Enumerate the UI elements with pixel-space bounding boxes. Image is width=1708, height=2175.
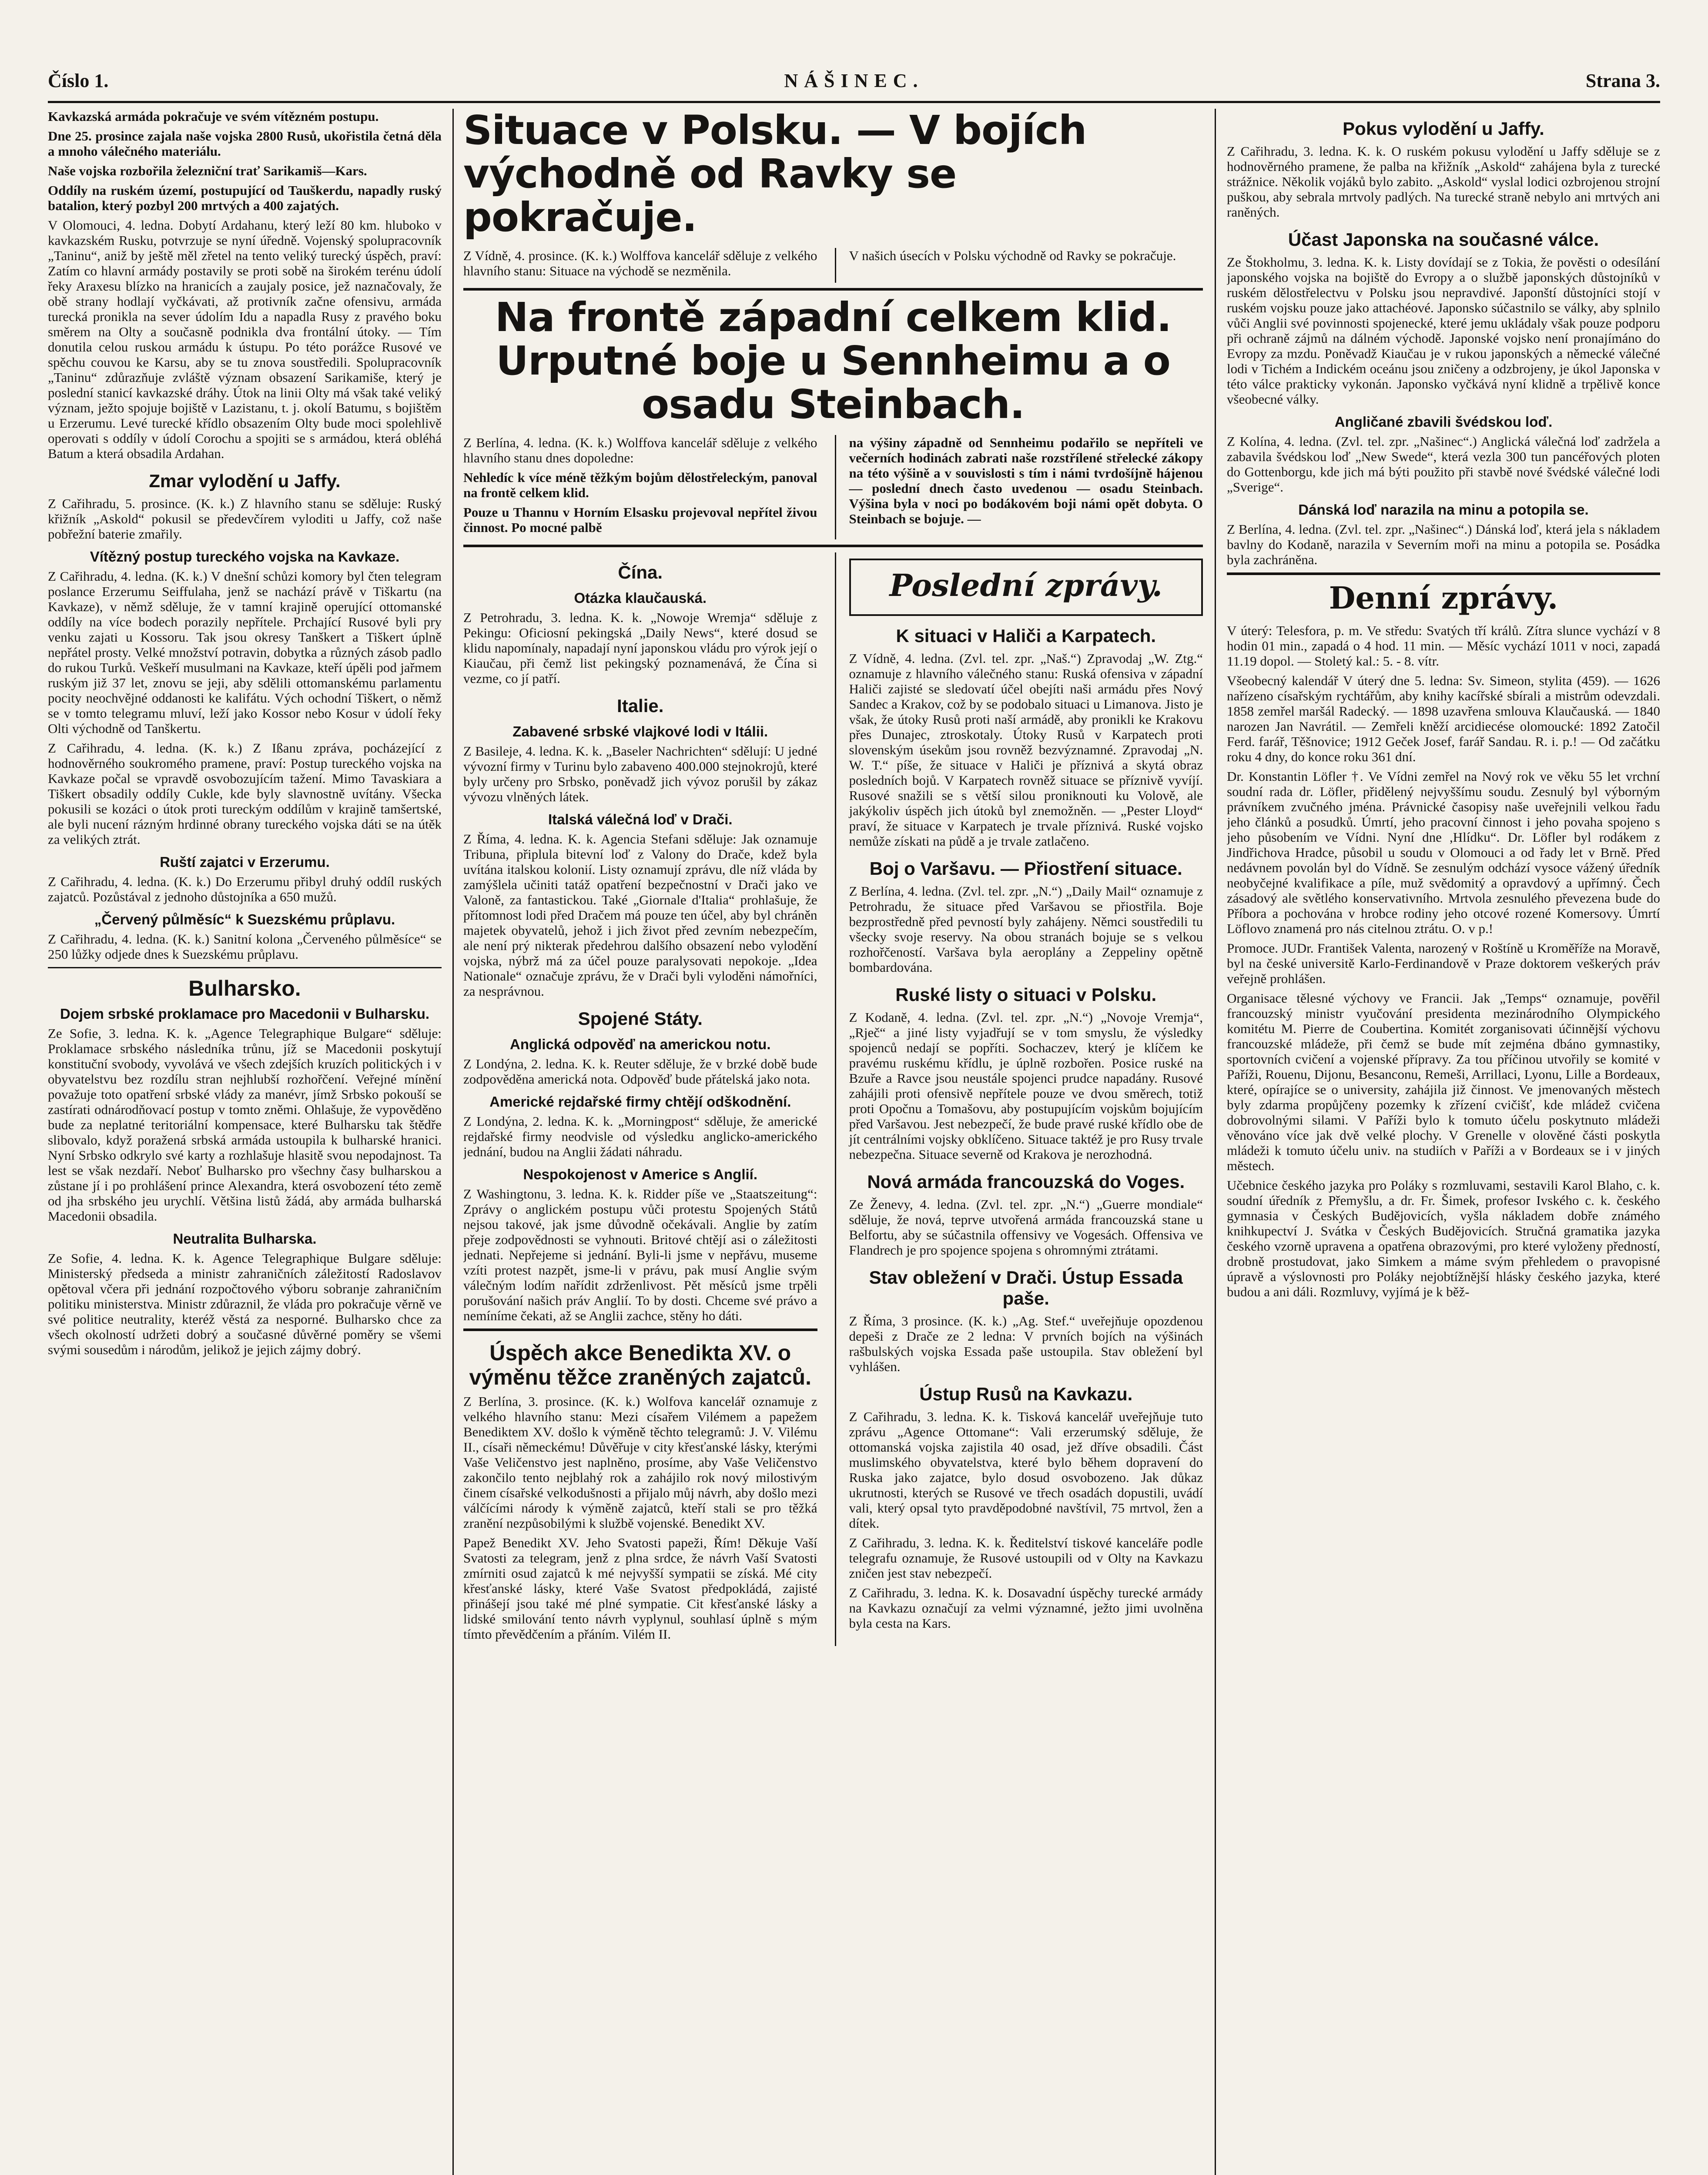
- jaffa-p1: Z Cařihradu, 5. prosince. (K. k.) Z hlavního stanu se sděluje: Ruský křižník „Askold“ pokusil se předevčírem vyloditi u Jaffy, což naše pobřežní baterie zmařily.: [48, 496, 442, 542]
- benedikt-headline: Úspěch akce Benedikta XV. o výměnu těžce zraněných zajatců.: [469, 1341, 811, 1389]
- denni-p1: Všeobecný kalendář V úterý dne 5. ledna: Sv. Simeon, stylita (459). — 1626 nařízeno císařským rychtářům, aby knihy kacířské sbírali a mistrům odevzdali. 1858 zemřel maršál Radecký. — 1898 uzavřena smlouva Klaučauská. — 1840 narozen Jan Navrátil. — Zemřeli kněží arcidiecése olomoucké: 1892 Zatočil Ferd. farář, Těšnovice; 1912 Geček Josef, farář Sandau. R. i. p.! — Od začátku roku 4 dny, do konce roku 361 dní.: [1227, 673, 1660, 764]
- denni-kalendar: V úterý: Telesfora, p. m. Ve středu: Svatých tří králů. Zítra slunce vychází v 8 hodin 01 min., zapadá o 4 hod. 11 min. — Měsíc vychází 1011 v noci, zapadá 11.19 dopol. — Stoletý kal.: 5. - 8. vítr.: [1227, 623, 1660, 669]
- denni-lofler: Dr. Konstantin Löfler †. Ve Vídni zemřel na Nový rok ve věku 55 let vrchní soudní rada dr. Löfler, přidělený nejvyššímu soudu. Zesnulý byl výborným právníkem zvučného jména. Právnické časopisy naše uveřejnili velkou řadu jeho článků a posudků. Úmrtí, jeho pracovní činnost i jeho povaha spojeno s jeho působením ve Vídni. Nyní dne ,Hlídku“. Dr. Löfler byl rodákem z Jindřichova Hradce, působil u soudu v Olomouci a od řady let v Brně. Před nedávnem povolán byl do Vídně. Se zesnulým odchází vysoce vážený úředník neobyčejné kvalifikace a píle, muž svědomitý a opravdový a upřímný. Čech zásadový ale světlého konservativního. Mrtvola zesnulého převezena bude do Příbora a pochována v hrobce rodiny jeho otcové rozené Komersovy. Úmrtí Löflovo znamená pro nás citelnou ztrátu. O. v p.!: [1227, 769, 1660, 936]
- bulharsko-title2: Neutralita Bulharska.: [173, 1231, 317, 1247]
- listy-p: Z Kodaně, 4. ledna. (Zvl. tel. zpr. „N.“) „Novoje Vremja“, „Rječ“ a jiné listy vyjadřují se v tom smyslu, že výsledky spojenců nedají se popříti. Sochaczev, který je klíčem ke pravému ruskému křídlu, je úplně rozbořen. Posice ruské na Bzuře a Ravce jsou neustále spojenci prudce napadány. Rusové zahájili proti ofensivě nepřítele pouze ve dvou směrech, totiž proti Opočnu a Tomašovu, aby postupujícím vojskům bojujícím před Varšavou. Jest nebezpečí, že bude pravé ruské křídlo obe de jít centrálními vojsky obklíčeno. Situace taktéž je pro Rusy trvale nebezpečna. Situace severně od Krakova je nerozhodná.: [849, 1010, 1203, 1162]
- masthead-rule: [48, 101, 1660, 103]
- svedsko-p1: Z Kolína, 4. ledna. (Zvl. tel. zpr. „Našinec“.) Anglická válečná loď zadržela a zabavila švédskou loď „New Swede“, která vezla 300 tun pancéřových ploten do Gottenborgu, kde jich má býti použito při stavbě nové švédské válečné lodi „Sverige“.: [1227, 434, 1660, 495]
- vitezny-p2: Z Cařihradu, 4. ledna. (K. k.) Z Ißanu zpráva, pocházející z hodnověrného soukromého pramene, praví: Postup tureckého vojska na Kavkaze počal se vpravdě osvobozujícím tažení. Mimo Tavaskiara a Tiškert obsadily oddíly Cukle, kde byly slavnostně uvítány. Všecka pokusili se kozáci o útok proti tureckým oddílům v krajině tamšertské, ale byli nucení rázným hrdinné obrany tureckého vojska dáti se na útěk za velikých ztrát.: [48, 740, 442, 847]
- zajatci-title: Ruští zajatci v Erzerumu.: [160, 854, 330, 870]
- staty-title2: Americké rejdařské firmy chtějí odškodnění.: [489, 1094, 791, 1110]
- denni-title: Denní zprávy.: [1329, 580, 1558, 616]
- page-number: Strana 3.: [1585, 70, 1660, 91]
- halic-title: K situaci v Haliči a Karpatech.: [896, 626, 1156, 646]
- bulharsko-heading: Bulharsko.: [188, 976, 301, 1000]
- italie-title2: Italská válečná loď v Drači.: [548, 811, 733, 827]
- section-rule: [463, 545, 1203, 547]
- pulmesic-p1: Z Cařihradu, 4. ledna. (K. k.) Sanitní kolona „Červeného půlměsíce“ se 250 lůžky odjede dnes k Suezskému průplavu.: [48, 931, 442, 962]
- kavkaz-p3: Oddíly na ruském území, postupující od Tauškerdu, napadly ruský batalion, který pozbyl 200 mrtvých a 400 zajatých.: [48, 183, 442, 213]
- kars-p: Z Cařihradu, 3. ledna. K. k. Dosavadní úspěchy turecké armády na Kavkazu označují za velmi významné, ježto jimi uvolněna byla cesta na Kars.: [849, 1585, 1203, 1631]
- jaffa-title: Zmar vylodění u Jaffy.: [149, 471, 341, 491]
- polsko-headline: Situace v Polsku. — V bojích východně od Ravky se pokračuje.: [463, 109, 1087, 241]
- japonsko-p1: Ze Štokholmu, 3. ledna. K. k. Listy dovídají se z Tokia, že pověsti o odesílání japonského vojska na bojiště do Evropy a o službě japonských důstojníků v ruském dělostřelectvu v Polsku jsou nepravdivé. Japonští důstojníci stojí v ruském vojsku pouze jako attachéové. Japonsko súčastnilo se války, aby splnilo vůči Anglii své povinnosti spojenecké, které jemu ukládaly však pouze podporu při ochraně zájmů na dálném východě. Japonské vojsko není pronajímáno do Evropy za mzdu. Poněvadž Kiaučau je v rukou japonských a německé válečné lodi v Tichém a Indickém oceánu jsou zničeny a odzbrojeny, je úkol Japonska v této válce prakticky vykonán. Japonsko vyčkává nyní klidně a trpělivě konce všeobecné války.: [1227, 254, 1660, 407]
- drac-title: Stav obležení v Drači. Ústup Essada paše.: [869, 1267, 1183, 1308]
- vitezny-p1: Z Cařihradu, 4. ledna. (K. k.) V dnešní schůzi komory byl čten telegram poslance Erzerumu Seiffulaha, jenž se nachází právě v Tiškartu (na Kavkaze), v němž sděluje, že v tamní krajině operující ottomanské oddíly na více bodech porazily nepřítele. Prchající Rusové byli pry venku zajati u Kossoru. Tak jsou okresy Tanškert a Tiškert úplně nepřátel prosty. Velké množství potravin, dobytka a různých zásob padlo do rukou Turků. Veškeří musulmani na Kavkaze, kteří úpěli pod jařmem ruským již 37 let, znovu se jeji, aby sdělili ottomanskému parlamentu pocity neochvějné oddanosti ke kalifátu. Vých ochodní Tiškert, o němž se v tomto telegramu mluví, leží jako Kossor nebo Kosur v údolí řeky Olti východně od Tanškertu.: [48, 569, 442, 736]
- polsko-left: Z Vídně, 4. prosince. (K. k.) Wolffova kancelář sděluje z velkého hlavního stanu: Situace na východě se nezměnila.: [463, 248, 817, 278]
- italie-heading: Italie.: [617, 696, 664, 716]
- vogesy-title: Nová armáda francouzská do Voges.: [867, 1171, 1185, 1192]
- polsko-right: V našich úsecích v Polsku východně od Ravky se pokračuje.: [849, 248, 1176, 263]
- italie-title: Zabavené srbské vlajkové lodi v Itálii.: [512, 723, 768, 740]
- italie-p2: Z Říma, 4. ledna. K. k. Agencia Stefani sděluje: Jak oznamuje Tribuna, připlula bitevní loď z Valony do Drače, kdež byla uvítána italskou kolonií. Listy oznamují zprávu, dle níž vláda by zamýšlela učiniti tatáž opatření bezpečnostní v Drači jako ve Valoně, za fantastickou. Také „Giornale d'Italia“ prohlašuje, že přítomnost lodi před Dračem má pouze ten účel, aby byl chráněn majetek obyvatelů, jehož i jich život před zevním nebezpečím, ale není prý nikterak předehrou dalšího obsazení nebo vylodění vojska, nýbrž má za účel pouze paralysovati nepokoje. „Idea Nationale“ označuje zprávu, že v Drači byli vyloděni námořníci, za nesprávnou.: [463, 831, 817, 999]
- pulmesic-title: „Červený půlměsíc“ k Suezskému průplavu.: [94, 911, 395, 927]
- zapad-left3: Pouze u Thannu v Horním Elsasku projevoval nepřítel živou činnost. Po mocné palbě: [463, 505, 817, 535]
- drac-p: Z Říma, 3 prosince. (K. k.) „Ag. Stef.“ uveřejňuje opozdenou depeši z Drače ze 2 ledna: V prvních bojích na výšinách rašbulských vojska Essada paše ustoupila. Stav obležení byl vyhlášen.: [849, 1313, 1203, 1374]
- italie-p1: Z Basileje, 4. ledna. K. k. „Baseler Nachrichten“ sdělují: U jedné vývozní firmy v Turinu bylo zabaveno 400.000 stejnokrojů, které byly určeny pro Srbsko, poněvadž jich vývoz porušil by zákaz vývozu vlněných látek.: [463, 743, 817, 804]
- kavkaz-ustup-p: Z Cařihradu, 3. ledna. K. k. Tisková kancelář uveřejňuje tuto zprávu „Agence Ottomane“: Vali erzerumský sděluje, že ottomanská vojska zajistila 40 osad, jež dříve obsadili. Část muslimského obyvatelstva, které bylo během dopravení do Ruska jako zajatce, bylo dosud osvobozeno. Jak důkaz ukrutnosti, kterých se Rusové ve třech osadách dopustili, uvádí vali, který opsal tyto pravděpodobné navštívil, 75 mrtvol, žen a dítek.: [849, 1409, 1203, 1531]
- staty-p1: Z Londýna, 2. ledna. K. k. Reuter sděluje, že v brzké době bude zodpověděna americká nota. Odpověď bude přátelská jako nota.: [463, 1056, 817, 1087]
- zapad-headline: Na frontě západní celkem klid. Urputné boje u Sennheimu a o osadu Steinbach.: [495, 294, 1172, 428]
- zajatci-p1: Z Cařihradu, 4. ledna. (K. k.) Do Erzerumu přibyl druhý oddíl ruských zajatců. Pozůstával z jednoho důstojníka a 650 mužů.: [48, 874, 442, 904]
- zapad-left1: Z Berlína, 4. ledna. (K. k.) Wolffova kancelář sděluje z velkého hlavního stanu dnes dopoledne:: [463, 435, 817, 465]
- vitezny-title: Vítězný postup tureckého vojska na Kavkaze.: [90, 549, 400, 565]
- benedikt-p2: Papež Benedikt XV. Jeho Svatosti papeži, Řím! Děkuje Vaší Svatosti za telegram, jenž z plna srdce, že návrh Vaší Svatosti zmírniti osud zajatců k mé nejvyšší sympatii se získá. Mé city křesťanské lásky, které Vaše Svatost předpokládá, zajisté přinášejí jsou také mé plné sympatie. Cit křesťanské lásky a lidské smilování tento návrh vyplynul, souhlasí úplně s mým tímto převědčením a přáním. Vilém II.: [463, 1535, 817, 1642]
- zapad-right: na výšiny západně od Sennheimu podařilo se nepříteli ve večerních hodinách zabrati naše rozstřílené střelecké zákopy na této výšině a v souvislosti s tím i námi tvrdošíjně hájenou — poslední dnech často uvedenou — osadu Steinbach. Výšina byla v noci po bodákovém boji námi opět dobyta. O Steinbach se bojuje. —: [849, 435, 1203, 526]
- posledni-title: Poslední zprávy.: [889, 567, 1162, 603]
- jaffa2-p1: Z Cařihradu, 3. ledna. K. k. O ruském pokusu vylodění u Jaffy sděluje se z hodnověrného pramene, že palba na křižník „Askold“ zahájena byla z turecké strážnice. Několik vojáků bylo zabito. „Askold“ vyslal lodici ozbrojenou strojní puškou, aby sebrala mrtvoly padlých. Na turecké straně nebylo ani mrtvých ani raněných.: [1227, 144, 1660, 220]
- section-rule: [463, 288, 1203, 291]
- polsko-body: [463, 248, 1203, 283]
- kavkaz-p4: V Olomouci, 4. ledna. Dobytí Ardahanu, který leží 80 km. hluboko v kavkazském Rusku, potvrzuje se nyní úředně. Vojenský spolupracovník „Taninu“, aniž by ještě měl zřetel na tento veliký turecký úspěch, praví: Zatím co hlavní armády postavily se proti sobě na širokém terénu údolí řeky Araxesu blízko na hranicích a zaujaly posice, jež naznačovaly, že obě strany hodlají vyčkávati, až protivník začne ofensivu, armáda turecká pronikla na sever údolím Idu a napadla Rusy z pravého boku směrem na Olty a současně podnikla dva frontální útoky. — Tím donutila celou ruskou armádu k ústupu. Po této porážce Rusové ve spěchu couvou ke Karsu, aby se tu znova soustředili. Spolupracovník „Taninu“ zdůrazňuje zvláště význam obsazení Sarikamiše, který je poslední stanicí kavkazské dráhy. Útok na linii Olty má však také veliký význam, ježto spojuje bojiště v Lazistanu, t. j. okolí Batumu, s bojištěm u Erzerumu. Levé turecké křídlo obsazením Olty bude moci spolehlivě operovati s oddíly v údolí Corochu a spojiti se s armádou, která obléhá Batum a která obsadila Ardahan.: [48, 218, 442, 461]
- denni-ucebnice: Učebnice českého jazyka pro Poláky s rozmluvami, sestavili Karol Blaho, c. k. soudní úředník z Přemyšlu, a dr. Fr. Šimek, profesor Ivského c. k. českého gymnasia v Českých Budějovicích, vyšla nákladem dobře známého knihkupectví J. Svátka v Českých Budějovicích. Stručná gramatika jazyka českého vzorně upravena a opatřena obrazovými, pro které vyloženy předností, drobně prostudovat, jako Simkem a máme svým přehledem o pravopisné úpravě a výslovnosti pro Poláky nejobtížnější hlásky českého jazyka, které budou a ani dáli. Rozmluvy, vyjímá je k běž-: [1227, 1178, 1660, 1299]
- posledni-box: [849, 559, 1203, 616]
- svedsko-title: Angličané zbavili švédskou loď.: [1334, 414, 1553, 430]
- issue-number: Číslo 1.: [48, 70, 109, 91]
- staty-title3: Nespokojenost v Americe s Anglií.: [523, 1166, 758, 1182]
- zapad-body: [463, 435, 1203, 539]
- kavkaz-p1: Dne 25. prosince zajala naše vojska 2800 Rusů, ukořistila četná děla a mnoho válečného materiálu.: [48, 128, 442, 159]
- listy-title: Ruské listy o situaci v Polsku.: [895, 984, 1157, 1005]
- section-rule: [1227, 572, 1660, 575]
- denni-promoce: Promoce. JUDr. František Valenta, narozený v Roštíně u Kroměříže na Moravě, byl na české universitě Karlo-Ferdinandově v Praze doktorem veškerých práv veřejně prohlášen.: [1227, 940, 1660, 986]
- column-middle: [463, 109, 1203, 2175]
- column-right: [1227, 109, 1660, 2175]
- vogesy-p: Ze Ženevy, 4. ledna. (Zvl. tel. zpr. „N.“) „Guerre mondiale“ sděluje, že nová, teprve utvořená armáda francouzská stane u Belfortu, aby se súčastnila offensivy ve Vogesách. Offensiva ve Flandrech je pro spojence spojena s ohromnými ztrátami.: [849, 1197, 1203, 1258]
- section-rule: [463, 1328, 817, 1331]
- kavkaz-ustup-title: Ústup Rusů na Kavkazu.: [919, 1384, 1133, 1404]
- staty-title: Anglická odpověď na americkou notu.: [510, 1036, 771, 1052]
- kavkaz-lead: Kavkazská armáda pokračuje ve svém vítězném postupu.: [48, 109, 379, 124]
- staty-heading: Spojené Státy.: [578, 1008, 703, 1029]
- lower-middle: [463, 552, 1203, 1646]
- newspaper-title: NÁŠINEC.: [784, 70, 924, 91]
- denni-francie: Organisace tělesné výchovy ve Francii. Jak „Temps“ oznamuje, pověřil francouzský ministr vyučování presidenta mezinárodního Olympického komitétu M. Pierre de Coubertina. Komitét zorganisovati účinnější výchovu francouzské mládeže, při čemž se bude mít zejména dbáno gymnastiky, sportovních cvičení a vojenské přípravy. Za tou příčinou utvořily se komité v Paříži, Rouenu, Dijonu, Besanconu, Remeši, Arrillaci, Lyonu, Lille a Bordeaux, které, opírajíce se o university, zahájila již činnost. Ve jmenovaných městech byly zdarma propůjčeny pozemky k zřízení cvičišť, kde mládež cvičena dobrovolnými silami. V Paříži bylo k tomuto účelu poskytnuto mládeži věnováno více jak dvě velké plochy. V Grenelle v olověné části poskytla mládeži k tomuto účelu univ. na studiích v Paříži a v Bordeaux se i v jiných městech.: [1227, 990, 1660, 1173]
- cina-title: Otázka klaučauská.: [574, 590, 707, 606]
- column-divider: [1215, 109, 1216, 2175]
- staty-p3: Z Washingtonu, 3. ledna. K. k. Ridder píše ve „Staatszeitung“: Zprávy o anglickém postupu vůči protestu Spojených Států nejsou takové, jak jsme důvodně očekávali. Anglie by zatím přeje zodpovědnosti se vyhnouti. Britové chtějí asi o záležitosti jednati. Nepřejeme si jednání. Byli-li jsme v nepřávu, museme vzíti protest nazpět, jsme-li v právu, pak musí Anglie svým válečným lodím nařídit zdrženlivost. Pět měsíců jsme trpěli porušování našich práv Anglií. To by dosti. Chceme své právo a nemíníme čekati, až se Anglii zachce, stěny ho dáti.: [463, 1186, 817, 1323]
- staty-p2: Z Londýna, 2. ledna. K. k. „Morningpost“ sděluje, že americké rejdařské firmy neodvisle od výsledku anglicko-amerického jednání, budou na Anglii žádati náhradu.: [463, 1114, 817, 1159]
- section-rule: [48, 967, 442, 968]
- masthead: [48, 70, 1660, 100]
- dansko-title: Dánská loď narazila na minu a potopila se.: [1298, 502, 1589, 518]
- varsava-p: Z Berlína, 4. ledna. (Zvl. tel. zpr. „N.“) „Daily Mail“ oznamuje z Petrohradu, že situace před Varšavou se přiostřila. Boje bezprostředně před pevností byly zahájeny. Němci soustředili tu všecky svoje reservy. Na obou stranách bojuje se s velkou rozhořčeností. Varšava byla aeroplány a Zeppeliny opětně bombardována.: [849, 883, 1203, 975]
- kavkaz-p2: Naše vojska rozbořila železniční trať Sarikamiš—Kars.: [48, 163, 367, 178]
- dansko-p1: Z Berlína, 4. ledna. (Zvl. tel. zpr. „Našinec“.) Dánská loď, která jela s nákladem bavlny do Kodaně, narazila v Severním moři na minu a potopila se. Posádka byla zachráněna.: [1227, 522, 1660, 567]
- bulharsko-p2: Ze Sofie, 4. ledna. K. k. Agence Telegraphique Bulgare sděluje: Ministerský předseda a ministr zahraničních záležitostí Radoslavov opětoval včera při jednání rozpočtového výboru sobranje zahraničním politiku ministerstva. Ministr zdůraznil, že vláda pro pokračuje věrně ve své politice neutrality, kteréž věstá za nesporné. Bulharsko chce za všech okolností udržeti dobrý a současné důvěrné poměry se všemi svými sousedům i národům, jelikož je jejich zájmy dobrý.: [48, 1251, 442, 1357]
- benedikt-p1: Z Berlína, 3. prosince. (K. k.) Wolfova kancelář oznamuje z velkého hlavního stanu: Mezi císařem Vilémem a papežem Benediktem XV. došlo k výměně těchto telegramů: J. V. Vilému II., císaři německému! Důvěřuje v city křesťanské lásky, kterými Vaše Veličenstvo jest naplněno, prosíme, aby Vaše Veličenstvo zakončilo tento nejblahý rok a zahájilo rok nový milostivým činem císařské velkodušnosti a přijalo můj návrh, aby došlo mezi válčícími národy k výměně zajatců, kteří stali se pro těžká zranění nezpůsobilými k službě vojenské. Benedikt XV.: [463, 1394, 817, 1531]
- olty-p: Z Cařihradu, 3. ledna. K. k. Ředitelství tiskové kanceláře podle telegrafu oznamuje, že Rusové ustoupili od v Olty na Kavkazu zničen jest stav nebezpečí.: [849, 1535, 1203, 1581]
- column-divider: [452, 109, 454, 2175]
- zapad-left2: Nehledíc k více méně těžkým bojům dělostřeleckým, panoval na frontě celkem klid.: [463, 470, 817, 500]
- japonsko-title: Účast Japonska na současné válce.: [1288, 229, 1599, 250]
- jaffa2-title: Pokus vylodění u Jaffy.: [1343, 118, 1544, 139]
- cina-heading: Čína.: [618, 562, 663, 582]
- column-left: [48, 109, 442, 2175]
- bulharsko-title: Dojem srbské proklamace pro Macedonii v Bulharsku.: [60, 1006, 430, 1022]
- bulharsko-p1: Ze Sofie, 3. ledna. K. k. „Agence Telegraphique Bulgare“ sděluje: Proklamace srbského následníka trůnu, jíž se Macedonii poskytují konstituční svobody, vyvolává ve všech zdejších kruzích politických i v obyvatelstvu bez rozdílu stran nejhlubší rozhořčení. Veřejné mínění považuje toto opatření srbské vlády za manévr, jímž Srbsko pokouší se zastírati odnárodňovací postup v tomto zněmi. Ohlašuje, že vypověděno bude za neplatné teritoriální kompensace, které Bulharsku tak štědře slibovalo, když poražená srbská armáda ustoupila k bulharské hranici. Nyní Srbsko odkrylo své karty a rozhlašuje hlasitě svou nepodajnost. Ta lest se však nezdaří. Neboť Bulharsko pro všechny časy bulharskou a zůstane jí i po prohlášení prince Alexandra, která osvobození této země od jha srbského jeu urychlí. Většina listů žádá, aby armáda bulharská Macedonii obsadila.: [48, 1026, 442, 1224]
- varsava-title: Boj o Varšavu. — Přiostření situace.: [869, 858, 1182, 879]
- halic-p: Z Vídně, 4. ledna. (Zvl. tel. zpr. „Naš.“) Zpravodaj „W. Ztg.“ oznamuje z hlavního válečného stanu: Ruská ofensiva v západní Haliči zajisté se sledovatí účel obejíti naši armádu přes Nový Sandec a Krakov, což by se podobalo situaci u Limanova. Jisto je však, že útoky Rusů proti naší armádě, aby pronikli ke Krakovu přes Dunajec, ztroskotaly. Útoky Rusů v Karpatech proti slovenským úsekům jsou rovněž bezvýznamné. Zpravodaj „N. W. T.“ píše, že situace v Haliči je příznivá a skytá obraz posledních bojů. V Karpatech rovněž situace se příznivě vyvíjí. Rusové snažili se s větší silou proniknouti ku Volově, ale jakýkoliv úspěch jich útoků byl znemožněn. — „Pester Lloyd“ praví, že situace v Karpatech je trvale příznivá. Ruské vojsko nemůže získati na půdě a je trvale zatlačeno.: [849, 651, 1203, 849]
- cina-p1: Z Petrohradu, 3. ledna. K. k. „Nowoje Wremja“ sděluje z Pekingu: Oficiosní pekingská „Daily News“, které dosud se klidu napomínaly, napadají nyní japonskou vládu pro výrok její o Kiaučau, při čemž list pekingský poznamenává, že Čína si vezme, co jí patří.: [463, 610, 817, 686]
